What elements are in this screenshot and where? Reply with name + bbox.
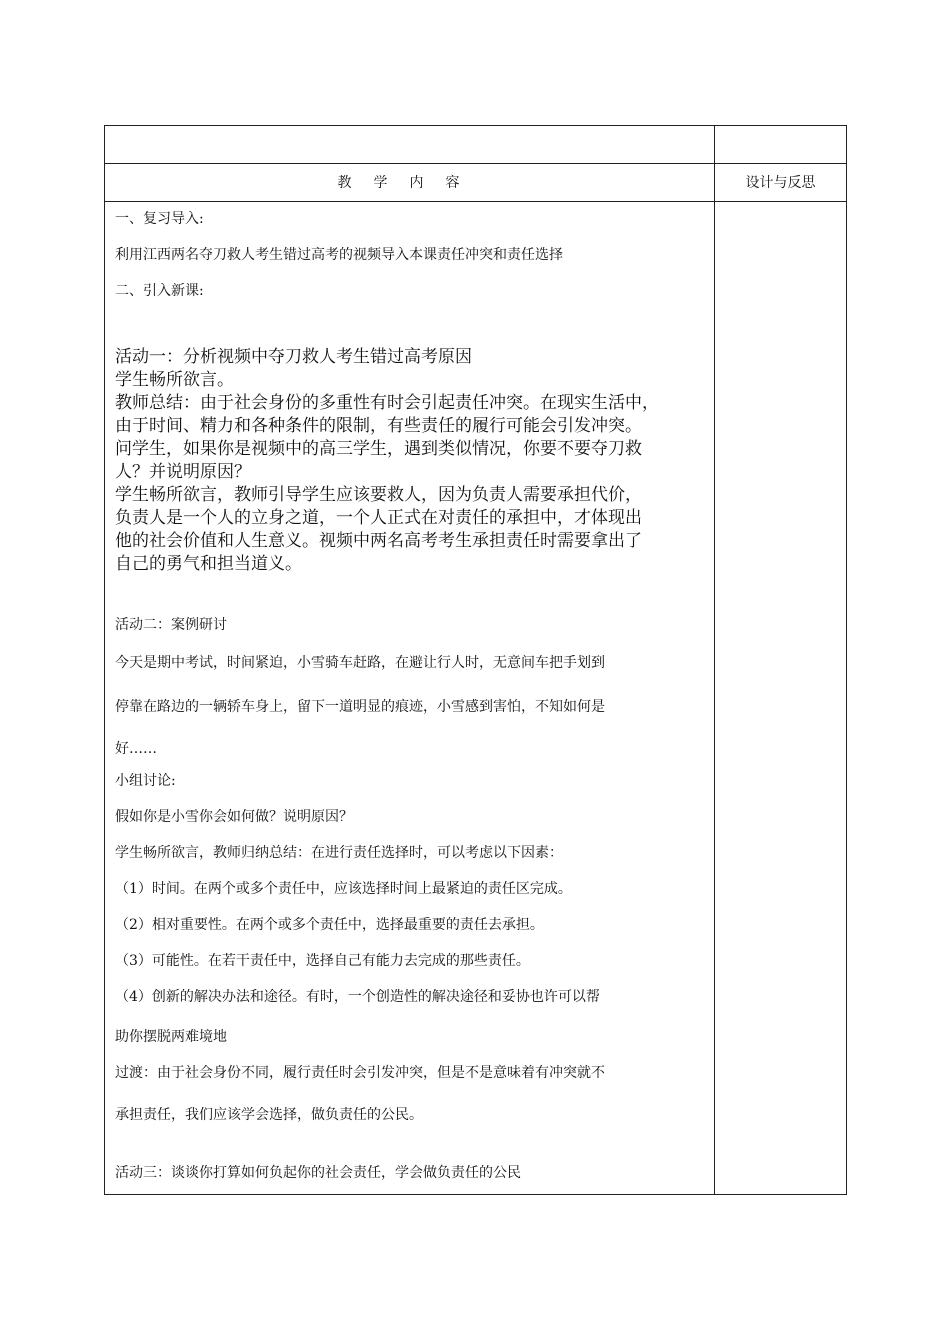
activity1-line: 学生畅所欲言。 bbox=[115, 370, 234, 390]
transition-line: 过渡：由于社会身份不同，履行责任时会引发冲突，但是不是意味着有冲突就不 bbox=[115, 1065, 605, 1081]
activity1-line: 负责人是一个人的立身之道，一个人正式在对责任的承担中，才体现出 bbox=[115, 508, 642, 528]
activity2-heading: 活动二：案例研讨 bbox=[115, 617, 227, 633]
discussion-question: 假如你是小雪你会如何做？说明原因？ bbox=[115, 809, 353, 825]
activity1-line: 学生畅所欲言，教师引导学生应该要救人，因为负责人需要承担代价， bbox=[115, 485, 642, 505]
activity1-line: 教师总结：由于社会身份的多重性有时会引起责任冲突。在现实生活中， bbox=[115, 393, 659, 413]
review-text: 利用江西两名夺刀救人考生错过高考的视频导入本课责任冲突和责任选择 bbox=[115, 247, 563, 263]
case-line: 停靠在路边的一辆轿车身上，留下一道明显的痕迹，小雪感到害怕，不知如何是 bbox=[115, 699, 605, 715]
lesson-plan-table bbox=[104, 125, 847, 1195]
activity1-line: 由于时间、精力和各种条件的限制，有些责任的履行可能会引发冲突。 bbox=[115, 416, 642, 436]
activity1-line: 活动一：分析视频中夺刀救人考生错过高考原因 bbox=[115, 347, 472, 367]
factor-item: （4）创新的解决办法和途径。有时，一个创造性的解决途径和妥协也许可以帮 bbox=[115, 989, 600, 1005]
transition-line: 承担责任，我们应该学会选择，做负责任的公民。 bbox=[115, 1107, 423, 1123]
case-line: 今天是期中考试，时间紧迫，小雪骑车赶路，在避让行人时，无意间车把手划到 bbox=[115, 655, 605, 671]
column-divider bbox=[714, 126, 715, 1194]
new-lesson-heading: 二、引入新课: bbox=[115, 283, 204, 299]
case-line: 好…… bbox=[115, 741, 157, 757]
factor-item: （3）可能性。在若干责任中，选择自己有能力去完成的那些责任。 bbox=[115, 953, 530, 969]
review-heading: 一、复习导入: bbox=[115, 211, 204, 227]
header-row bbox=[105, 164, 846, 202]
activity1-line: 他的社会价值和人生意义。视频中两名高考考生承担责任时需要拿出了 bbox=[115, 531, 642, 551]
factor-item: 助你摆脱两难境地 bbox=[115, 1029, 227, 1045]
header-design-reflection: 设计与反思 bbox=[745, 175, 816, 191]
blank-title-row bbox=[105, 126, 846, 164]
activity1-line: 人？并说明原因？ bbox=[115, 462, 251, 482]
summary-intro: 学生畅所欲言，教师归纳总结：在进行责任选择时，可以考虑以下因素： bbox=[115, 845, 563, 861]
header-teaching-content: 教学内容 bbox=[337, 175, 482, 191]
activity1-block bbox=[115, 346, 659, 576]
activity1-line: 问学生，如果你是视频中的高三学生，遇到类似情况，你要不要夺刀救 bbox=[115, 439, 642, 459]
activity1-line: 自己的勇气和担当道义。 bbox=[115, 554, 302, 574]
factor-item: （2）相对重要性。在两个或多个责任中，选择最重要的责任去承担。 bbox=[115, 917, 544, 933]
factor-item: （1）时间。在两个或多个责任中，应该选择时间上最紧迫的责任区完成。 bbox=[115, 881, 572, 897]
activity3: 活动三：谈谈你打算如何负起你的社会责任，学会做负责任的公民 bbox=[115, 1165, 521, 1181]
group-discussion: 小组讨论: bbox=[115, 773, 176, 789]
